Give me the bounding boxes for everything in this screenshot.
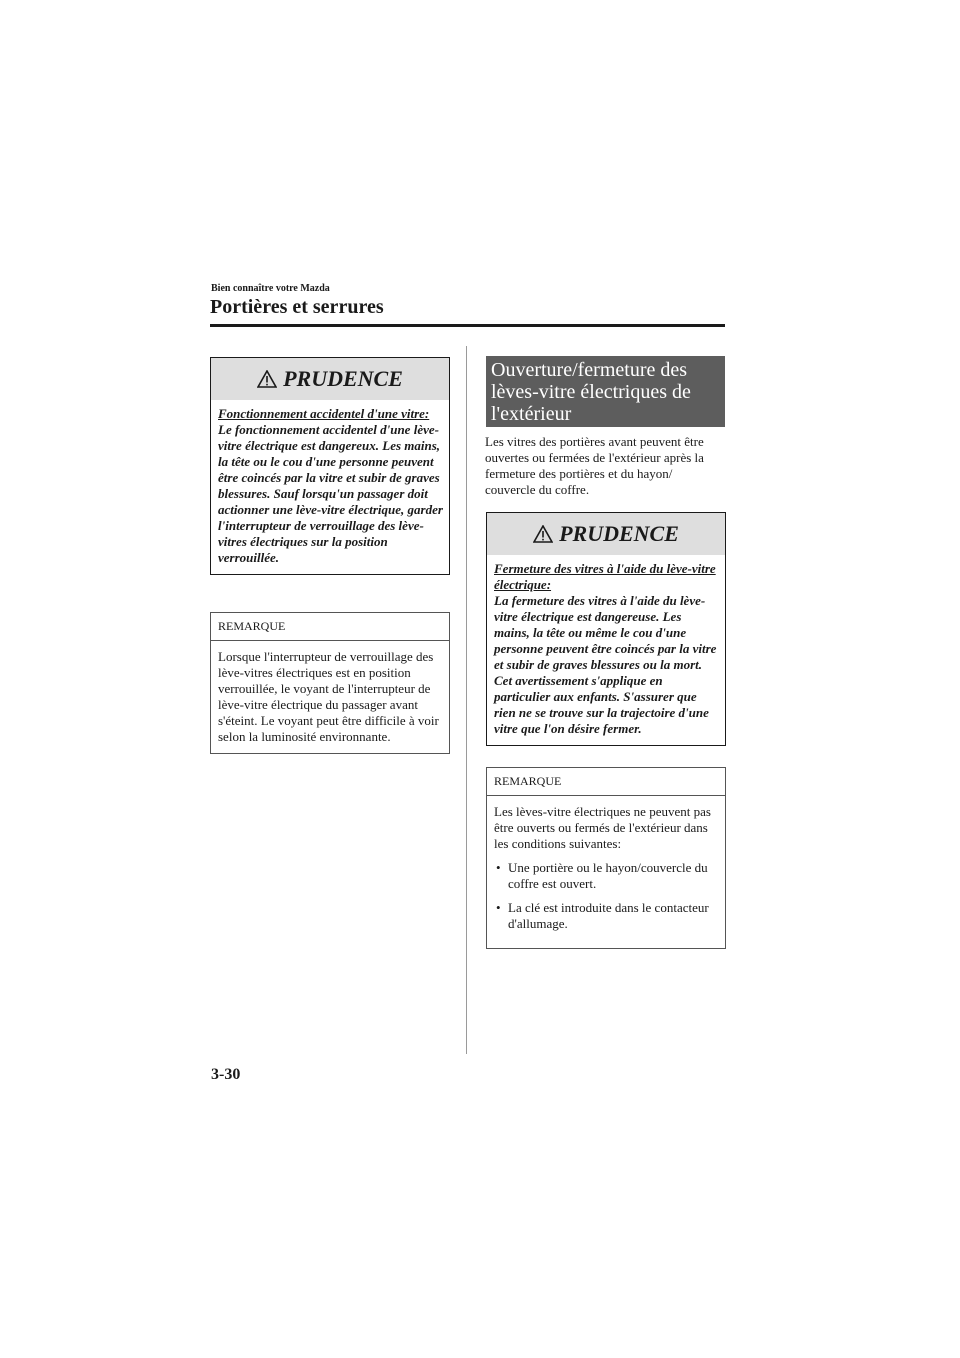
caution-subject: Fermeture des vitres à l'aide du lève-vitre électrique: bbox=[494, 561, 716, 592]
column-divider bbox=[466, 346, 467, 1054]
remark-label: REMARQUE bbox=[211, 613, 449, 641]
warning-triangle-icon bbox=[533, 525, 553, 543]
page-number: 3-30 bbox=[211, 1066, 241, 1083]
remark-box-right bbox=[486, 767, 726, 949]
remark-list bbox=[494, 860, 719, 932]
caution-label: PRUDENCE bbox=[283, 366, 403, 391]
remark-body bbox=[487, 796, 725, 948]
page-title: Portières et serrures bbox=[210, 296, 384, 318]
caution-label: PRUDENCE bbox=[559, 521, 679, 546]
header-rule bbox=[210, 324, 725, 327]
caution-subject: Fonctionnement accidentel d'une vitre: bbox=[218, 406, 430, 421]
caution-text: La fermeture des vitres à l'aide du lève-vitre électrique est dangereuse. Les mains, la tête ou même le cou d'une personne peuvent être coincés par la vitre et subir de graves blessures ou la mort. bbox=[494, 593, 717, 672]
list-item: • Une portière ou le hayon/couvercle du coffre est ouvert. bbox=[494, 860, 719, 892]
remark-text: Lorsque l'interrupteur de verrouillage des lève-vitres électriques est en position verrouillée, le voyant de l'interrupteur de lève-vitre électrique du passager avant s'éteint. Le voyant peut être difficile à voir selon la luminosité environnante. bbox=[218, 649, 439, 744]
caution-body bbox=[211, 400, 449, 574]
list-item: • La clé est introduite dans le contacteur d'allumage. bbox=[494, 900, 719, 932]
warning-triangle-icon bbox=[257, 370, 277, 388]
remark-box-left bbox=[210, 612, 450, 754]
caution-text-children: Cet avertissement s'applique en particulier aux enfants. S'assurer que rien ne se trouve sur la trajectoire d'une vitre que l'on désire fermer. bbox=[494, 673, 709, 736]
section-heading: Ouverture/fermeture des lèves-vitre électriques de l'extérieur bbox=[486, 356, 725, 427]
caution-header bbox=[487, 513, 725, 555]
caution-body bbox=[487, 555, 725, 745]
section-label: Bien connaître votre Mazda bbox=[211, 283, 330, 294]
caution-text: Le fonctionnement accidentel d'une lève-vitre électrique est dangereux. Les mains, la tête ou le cou d'une personne peuvent être coincés par la vitre et subir de graves blessures. Sauf lorsqu'un passager doit actionner une lève-vitre électrique, garder l'interrupteur de verrouillage des lève-vitres électriques sur la position verrouillée. bbox=[218, 422, 443, 565]
caution-header bbox=[211, 358, 449, 400]
remark-label: REMARQUE bbox=[487, 768, 725, 796]
intro-paragraph: Les vitres des portières avant peuvent être ouvertes ou fermées de l'extérieur après la fermeture des portières et du hayon/ couvercle du coffre. bbox=[485, 434, 704, 497]
caution-box-left bbox=[210, 357, 450, 575]
caution-box-right bbox=[486, 512, 726, 746]
remark-text: Les lèves-vitre électriques ne peuvent pas être ouverts ou fermés de l'extérieur dans les conditions suivantes: bbox=[494, 804, 711, 851]
